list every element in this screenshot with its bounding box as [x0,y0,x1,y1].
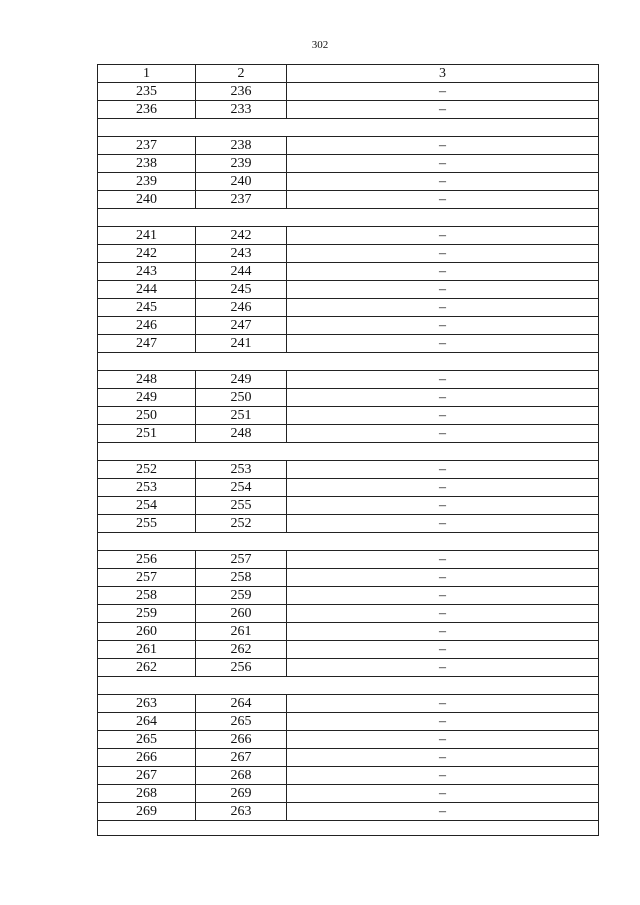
table-cell-col3: – [287,551,599,569]
table-cell-col2: 268 [196,767,287,785]
table-row [98,641,599,659]
table-cell-col2: 253 [196,461,287,479]
table-cell-col2: 233 [196,101,287,119]
table-cell-col2: 241 [196,335,287,353]
header-row [98,65,599,83]
table-cell-col1: 238 [98,155,196,173]
table-cell-col1: 263 [98,695,196,713]
group-separator-row [98,821,599,836]
table-cell-col3: – [287,461,599,479]
table-row [98,227,599,245]
table-cell-col3: – [287,83,599,101]
table-cell-col1: 240 [98,191,196,209]
table-cell-col3: – [287,623,599,641]
table-cell-col1: 265 [98,731,196,749]
table-cell-col1: 249 [98,389,196,407]
group-separator-cell [98,443,599,461]
table-cell-col3: – [287,659,599,677]
group-separator-row [98,677,599,695]
table-cell-col1: 261 [98,641,196,659]
table-cell-col2: 265 [196,713,287,731]
table-cell-col1: 246 [98,317,196,335]
table-cell-col2: 245 [196,281,287,299]
group-separator-row [98,353,599,371]
table-row [98,371,599,389]
table-row [98,497,599,515]
group-separator-cell [98,209,599,227]
table-row [98,461,599,479]
table-cell-col3: – [287,101,599,119]
table-cell-col1: 260 [98,623,196,641]
table-cell-col1: 236 [98,101,196,119]
page-number: 302 [311,39,329,51]
table-cell-col1: 250 [98,407,196,425]
table-cell-col1: 244 [98,281,196,299]
table-cell-col2: 249 [196,371,287,389]
table-cell-col1: 264 [98,713,196,731]
table-row [98,785,599,803]
table-row [98,551,599,569]
table-row [98,281,599,299]
table-cell-col2: 264 [196,695,287,713]
table-cell-col3: – [287,137,599,155]
table-cell-col3: – [287,749,599,767]
table-row [98,101,599,119]
table-cell-col3: – [287,695,599,713]
table-row [98,263,599,281]
table-cell-col3: – [287,191,599,209]
table-cell-col2: 242 [196,227,287,245]
table-cell-col3: – [287,245,599,263]
table-cell-col1: 257 [98,569,196,587]
table-row [98,605,599,623]
table-cell-col3: – [287,389,599,407]
group-separator-cell [98,821,599,836]
group-separator-row [98,209,599,227]
table-cell-col3: – [287,767,599,785]
table-row [98,569,599,587]
table-cell-col3: – [287,641,599,659]
table-cell-col2: 239 [196,155,287,173]
table-cell-col2: 250 [196,389,287,407]
table-cell-col1: 247 [98,335,196,353]
table-cell-col3: – [287,155,599,173]
table-cell-col3: – [287,515,599,533]
table-cell-col1: 255 [98,515,196,533]
group-separator-cell [98,677,599,695]
table-cell-col1: 239 [98,173,196,191]
table-cell-col1: 269 [98,803,196,821]
table-cell-col2: 237 [196,191,287,209]
column-header-3: 3 [287,65,599,83]
table-cell-col1: 237 [98,137,196,155]
table-cell-col3: – [287,479,599,497]
table-row [98,425,599,443]
table-row [98,245,599,263]
table-cell-col1: 256 [98,551,196,569]
table-cell-col1: 253 [98,479,196,497]
table-cell-col1: 235 [98,83,196,101]
table-cell-col2: 236 [196,83,287,101]
table-body [98,83,599,836]
table-cell-col2: 252 [196,515,287,533]
table-row [98,695,599,713]
table-cell-col1: 241 [98,227,196,245]
column-header-2: 2 [196,65,287,83]
table-cell-col2: 269 [196,785,287,803]
table-cell-col2: 240 [196,173,287,191]
table-cell-col1: 248 [98,371,196,389]
table-cell-col1: 251 [98,425,196,443]
table-cell-col2: 246 [196,299,287,317]
table-cell-col1: 259 [98,605,196,623]
table-cell-col2: 248 [196,425,287,443]
table-cell-col3: – [287,785,599,803]
table-cell-col3: – [287,227,599,245]
table-cell-col3: – [287,425,599,443]
table-row [98,767,599,785]
table-cell-col3: – [287,173,599,191]
table-row [98,659,599,677]
table-cell-col2: 251 [196,407,287,425]
table-cell-col1: 245 [98,299,196,317]
group-separator-row [98,119,599,137]
table-cell-col1: 254 [98,497,196,515]
table-row [98,389,599,407]
table-row [98,515,599,533]
table-cell-col3: – [287,281,599,299]
table-cell-col2: 247 [196,317,287,335]
table-cell-col3: – [287,497,599,515]
table-row [98,749,599,767]
table-row [98,713,599,731]
table-cell-col3: – [287,263,599,281]
table-cell-col1: 268 [98,785,196,803]
table-cell-col3: – [287,317,599,335]
table-cell-col1: 262 [98,659,196,677]
table-row [98,803,599,821]
group-separator-cell [98,353,599,371]
table-cell-col2: 243 [196,245,287,263]
table-row [98,479,599,497]
table-row [98,317,599,335]
table-row [98,173,599,191]
table-row [98,623,599,641]
table-cell-col2: 267 [196,749,287,767]
table-cell-col1: 243 [98,263,196,281]
table-cell-col1: 267 [98,767,196,785]
table-cell-col3: – [287,713,599,731]
data-table [97,64,599,836]
table-cell-col3: – [287,731,599,749]
table-cell-col1: 242 [98,245,196,263]
table-cell-col2: 255 [196,497,287,515]
table-cell-col2: 259 [196,587,287,605]
table-cell-col3: – [287,587,599,605]
group-separator-row [98,443,599,461]
table-cell-col2: 238 [196,137,287,155]
table-cell-col2: 262 [196,641,287,659]
table-cell-col3: – [287,299,599,317]
table-cell-col2: 254 [196,479,287,497]
table-cell-col3: – [287,569,599,587]
table-row [98,83,599,101]
group-separator-row [98,533,599,551]
table-cell-col2: 244 [196,263,287,281]
group-separator-cell [98,119,599,137]
table-row [98,587,599,605]
table-cell-col1: 252 [98,461,196,479]
table-row [98,191,599,209]
table-cell-col2: 260 [196,605,287,623]
table-cell-col2: 256 [196,659,287,677]
table-row [98,335,599,353]
table-header [98,65,599,83]
table-row [98,155,599,173]
table-row [98,731,599,749]
table-row [98,137,599,155]
table-cell-col2: 266 [196,731,287,749]
table-cell-col3: – [287,407,599,425]
table-cell-col3: – [287,335,599,353]
table-cell-col3: – [287,803,599,821]
table-cell-col2: 261 [196,623,287,641]
table-cell-col3: – [287,605,599,623]
table-cell-col2: 257 [196,551,287,569]
table-cell-col3: – [287,371,599,389]
column-header-1: 1 [98,65,196,83]
table-cell-col2: 258 [196,569,287,587]
table-row [98,407,599,425]
group-separator-cell [98,533,599,551]
table-cell-col1: 258 [98,587,196,605]
table-row [98,299,599,317]
table-cell-col2: 263 [196,803,287,821]
table-cell-col1: 266 [98,749,196,767]
